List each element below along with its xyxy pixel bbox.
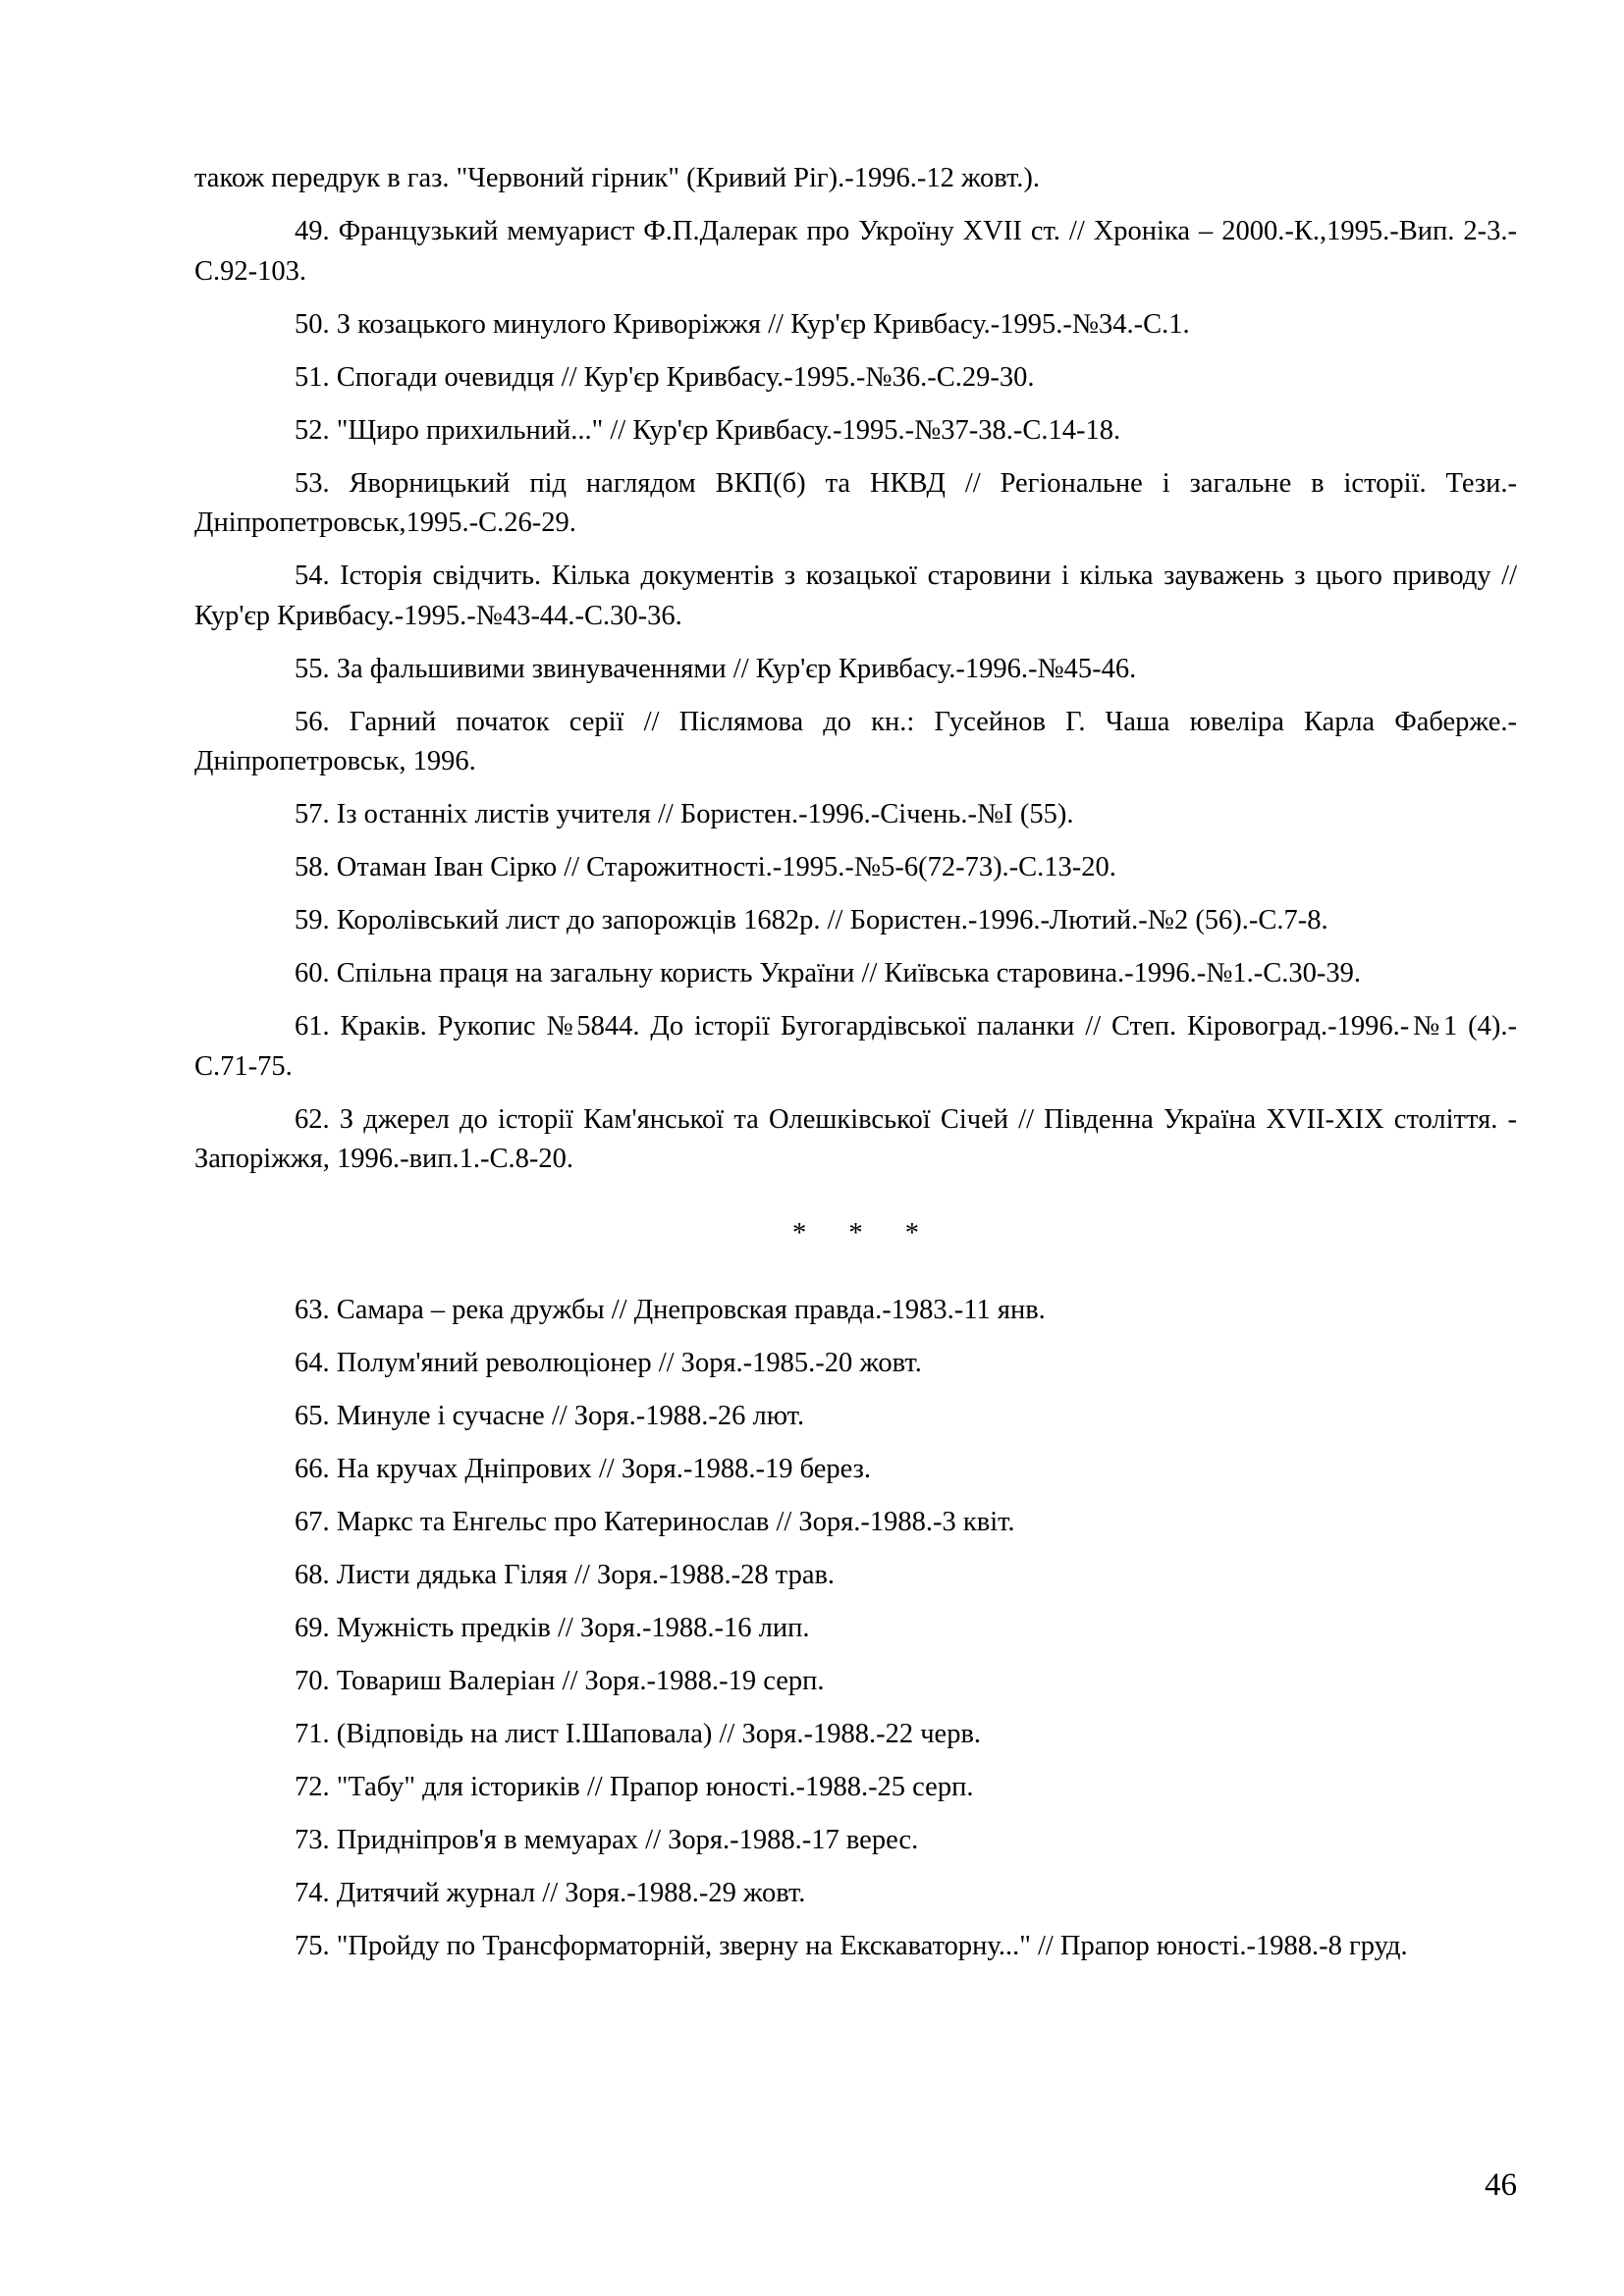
- bibliography-entry: 63. Самара – река дружбы // Днепровская правда.-1983.-11 янв.: [295, 1295, 1046, 1325]
- bibliography-entry: 73. Придніпров'я в мемуарах // Зоря.-1988.-17 верес.: [295, 1825, 919, 1855]
- bibliography-entry: 50. З козацького минулого Криворіжжя // Кур'єр Кривбасу.-1995.-№34.-С.1.: [295, 308, 1190, 340]
- bibliography-entry: 64. Полум'яний революціонер // Зоря.-1985.-20 жовт.: [295, 1348, 922, 1378]
- bibliography-entry: 59. Королівський лист до запорожців 1682р. // Бористен.-1996.-Лютий.-№2 (56).-С.7-8.: [295, 905, 1328, 935]
- bibliography-entry: 70. Товариш Валеріан // Зоря.-1988.-19 серп.: [295, 1666, 825, 1696]
- bibliography-entry: 62. З джерел до історії Кам'янської та Олешківської Січей // Південна Україна XVII-XIX століття. - Запоріжжя, 1996.-вип.1.-С.8-20.: [194, 1103, 1517, 1174]
- bibliography-entry: 61. Краків. Рукопис №5844. До історії Бугогардівської паланки // Степ. Кіровоград.-1996.-№1 (4).-С.71-75.: [194, 1011, 1517, 1082]
- bibliography-entry: 74. Дитячий журнал // Зоря.-1988.-29 жовт.: [295, 1878, 806, 1908]
- bibliography-entry: 66. На кручах Дніпрових // Зоря.-1988.-19 берез.: [295, 1454, 871, 1484]
- bibliography-entry: 75. "Пройду по Трансформаторній, зверну на Екскаваторну..." // Прапор юності.-1988.-8 груд.: [295, 1931, 1408, 1961]
- bibliography-entry: 57. Із останніх листів учителя // Бористен.-1996.-Січень.-№I (55).: [295, 799, 1074, 829]
- bibliography-entry: 53. Яворницький під наглядом ВКП(б) та НКВД // Регіональне і загальне в історії. Тези.-Дніпропетровськ,1995.-С.26-29.: [194, 467, 1517, 538]
- section-separator: * * *: [792, 1217, 937, 1249]
- bibliography-entry: 71. (Відповідь на лист І.Шаповала) // Зоря.-1988.-22 черв.: [295, 1719, 982, 1749]
- bibliography-entry: 68. Листи дядька Гіляя // Зоря.-1988.-28 трав.: [295, 1560, 836, 1590]
- bibliography-entry: 49. Французький мемуарист Ф.П.Далерак про Укроїну XVII ст. // Хроніка – 2000.-К.,1995.-Вип. 2-3.-С.92-103.: [194, 216, 1517, 287]
- continuation-text: також передрук в газ. "Червоний гірник" (Кривий Ріг).-1996.-12 жовт.).: [194, 163, 1040, 193]
- page-number: 46: [1485, 2167, 1517, 2203]
- bibliography-entry: 52. "Щиро прихильний..." // Кур'єр Кривбасу.-1995.-№37-38.-С.14-18.: [295, 414, 1121, 446]
- bibliography-entry: 51. Спогади очевидця // Кур'єр Кривбасу.-1995.-№36.-С.29-30.: [295, 361, 1035, 393]
- bibliography-list-ukrainian: [194, 212, 1517, 1180]
- bibliography-entry: 60. Спільна праця на загальну користь України // Київська старовина.-1996.-№1.-С.30-39.: [295, 958, 1362, 988]
- bibliography-list-periodicals: [194, 1291, 1517, 1967]
- bibliography-entry: 72. "Табу" для істориків // Прапор юності.-1988.-25 серп.: [295, 1772, 974, 1802]
- bibliography-entry: 69. Мужність предків // Зоря.-1988.-16 лип.: [295, 1613, 810, 1643]
- bibliography-entry: 67. Маркс та Енгельс про Катеринослав // Зоря.-1988.-3 квіт.: [295, 1507, 1015, 1537]
- bibliography-entry: 65. Минуле і сучасне // Зоря.-1988.-26 лют.: [295, 1401, 805, 1431]
- bibliography-entry: 56. Гарний початок серії // Післямова до кн.: Гусейнов Г. Чаша ювеліра Карла Фаберже.-Дніпропетровськ, 1996.: [194, 706, 1517, 776]
- document-page: [194, 159, 1517, 1980]
- bibliography-entry: 55. За фальшивими звинуваченнями // Кур'єр Кривбасу.-1996.-№45-46.: [295, 653, 1137, 684]
- bibliography-entry: 58. Отаман Іван Сірко // Старожитності.-1995.-№5-6(72-73).-С.13-20.: [295, 852, 1116, 882]
- bibliography-entry: 54. Історія свідчить. Кілька документів з козацької старовини і кілька зауважень з цього приводу // Кур'єр Кривбасу.-1995.-№43-44.-С.30-36.: [194, 561, 1517, 631]
